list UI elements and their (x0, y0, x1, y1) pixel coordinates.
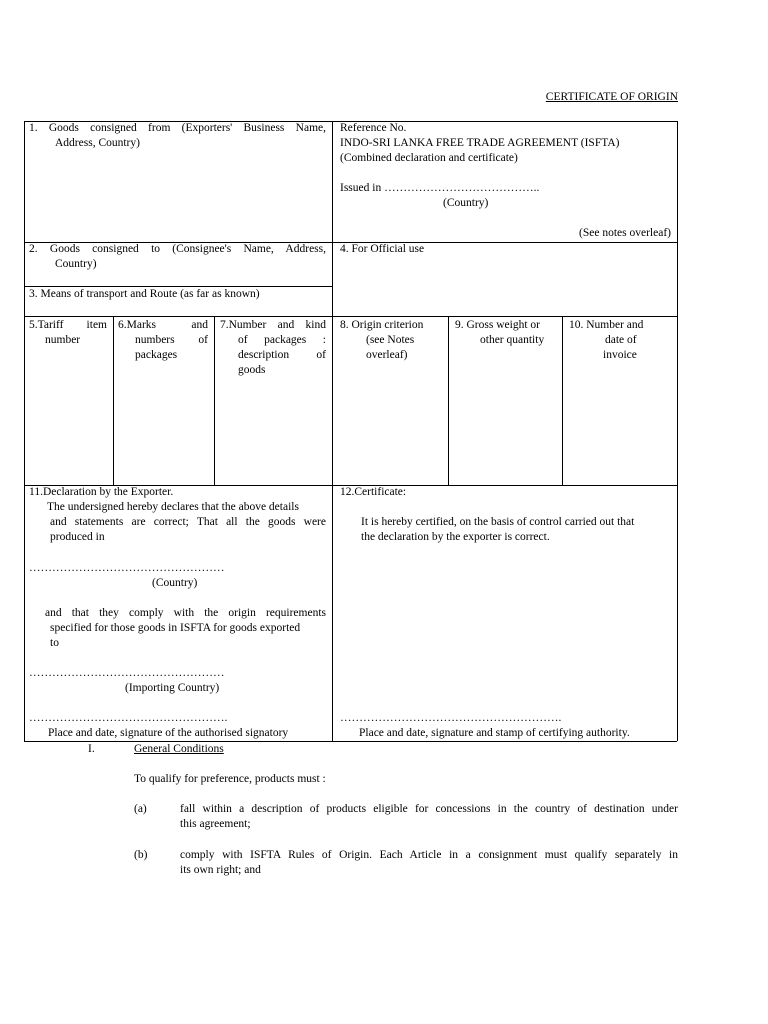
col-invoice-l2: date of (605, 334, 637, 346)
declaration-title: 11.Declaration by the Exporter. (29, 486, 174, 498)
col-weight-l1: 9. Gross weight or (455, 319, 540, 331)
certificate-text-2: the declaration by the exporter is correct. (361, 531, 550, 543)
rule-after-box3 (24, 316, 677, 317)
consignor-label: 1. Goods consigned from (Exporters' Business Name, (29, 122, 326, 134)
col-marks-l1: 6.Marks and (118, 319, 208, 331)
consignee-label-cont: Country) (55, 258, 97, 270)
transport-route-label[interactable]: 3. Means of transport and Route (as far as known) (29, 288, 260, 300)
issued-in-country-label: (Country) (443, 197, 489, 209)
exporter-signature-dots: ……………………………………………. (29, 712, 228, 724)
issued-in-field[interactable]: Issued in ………………………………….. (340, 182, 540, 194)
general-conditions-heading (134, 742, 224, 757)
section-numeral: I. (88, 743, 95, 755)
col-invoice-l1: 10. Number and (569, 319, 644, 331)
official-use-label[interactable]: 4. For Official use (340, 243, 425, 255)
condition-text-b1: comply with ISFTA Rules of Origin. Each Article in a consignment must qualify separately in (180, 849, 678, 861)
col-desc-l4: goods (238, 364, 266, 376)
production-country-dots: …………………………………………… (29, 562, 225, 574)
exporter-signature-label: Place and date, signature of the authorised signatory (48, 727, 289, 739)
exporter-signature-field[interactable] (29, 711, 329, 741)
col-tariff-item-l1: 5.Tariff item (29, 319, 107, 331)
col-invoice-l3: invoice (603, 349, 637, 361)
divider-middle (332, 121, 333, 741)
production-country-label: (Country) (152, 577, 198, 589)
certificate-box (340, 485, 673, 545)
importing-country-dots: …………………………………………… (29, 667, 225, 679)
divider-col-6-7 (214, 316, 215, 485)
authority-signature-dots: …………………………………………………. (340, 712, 562, 724)
declaration-box (29, 485, 326, 545)
divider-col-8-9 (448, 316, 449, 485)
col-tariff-item[interactable] (29, 318, 107, 348)
condition-item-a (134, 802, 678, 832)
col-marks-l2: numbers of (135, 334, 208, 346)
declaration-text-1: The undersigned hereby declares that the above details (47, 501, 299, 513)
divider-col-9-10 (562, 316, 563, 485)
compliance-text-2: specified for those goods in ISFTA for goods exported (50, 622, 301, 634)
certificate-title: 12.Certificate: (340, 486, 407, 498)
production-country-field[interactable] (29, 561, 326, 591)
condition-text-a1: fall within a description of products eligible for concessions in the country of destination under (180, 803, 678, 815)
condition-item-b (134, 848, 678, 878)
condition-text-a2: this agreement; (180, 818, 251, 830)
agreement-title: INDO-SRI LANKA FREE TRADE AGREEMENT (ISFTA) (340, 137, 620, 149)
border-left (24, 121, 25, 741)
certificate-text-1: It is hereby certified, on the basis of control carried out that (361, 516, 635, 528)
page-title-text: CERTIFICATE OF ORIGIN (545, 91, 678, 103)
condition-marker-a: (a) (134, 803, 147, 815)
compliance-text-3: to (50, 637, 59, 649)
col-weight-l2: other quantity (480, 334, 545, 346)
col-tariff-item-l2: number (45, 334, 81, 346)
compliance-text-1: and that they comply with the origin requirements (45, 607, 326, 619)
col-origin-criterion[interactable] (340, 318, 444, 363)
authority-signature-label: Place and date, signature and stamp of certifying authority. (359, 727, 630, 739)
col-desc-l3: description of (238, 349, 326, 361)
col-origin-l3: overleaf) (366, 349, 408, 361)
declaration-text-2: and statements are correct; That all the goods were (50, 516, 326, 528)
page-title (520, 90, 678, 105)
col-origin-l2: (see Notes (366, 334, 415, 346)
general-conditions-heading-text: General Conditions (134, 743, 224, 755)
reference-block (340, 121, 673, 211)
declaration-text-3: produced in (50, 531, 105, 543)
col-desc-l2: of packages : (238, 334, 326, 346)
condition-text-b2: its own right; and (180, 864, 261, 876)
conditions-intro: To qualify for preference, products must : (134, 773, 326, 785)
border-right (677, 121, 678, 741)
col-invoice[interactable] (569, 318, 675, 363)
box-consignor[interactable] (29, 121, 326, 151)
col-origin-l1: 8. Origin criterion (340, 319, 424, 331)
border-bottom (24, 741, 677, 742)
divider-col-5-6 (113, 316, 114, 485)
reference-no-label: Reference No. (340, 122, 407, 134)
condition-marker-b: (b) (134, 849, 148, 861)
importing-country-label: (Importing Country) (125, 682, 220, 694)
col-marks-numbers[interactable] (118, 318, 208, 363)
importing-country-field[interactable] (29, 666, 326, 696)
col-marks-l3: packages (135, 349, 178, 361)
authority-signature-field[interactable] (340, 711, 673, 741)
consignor-label-cont: Address, Country) (55, 137, 140, 149)
see-notes-label: (See notes overleaf) (579, 227, 671, 239)
box-consignee[interactable] (29, 242, 326, 272)
declaration-compliance (29, 606, 326, 651)
consignee-label: 2. Goods consigned to (Consignee's Name, Address, (29, 243, 326, 255)
col-desc-l1: 7.Number and kind (220, 319, 326, 331)
col-gross-weight[interactable] (455, 318, 559, 348)
combined-note: (Combined declaration and certificate) (340, 152, 518, 164)
col-packages-description[interactable] (220, 318, 326, 378)
